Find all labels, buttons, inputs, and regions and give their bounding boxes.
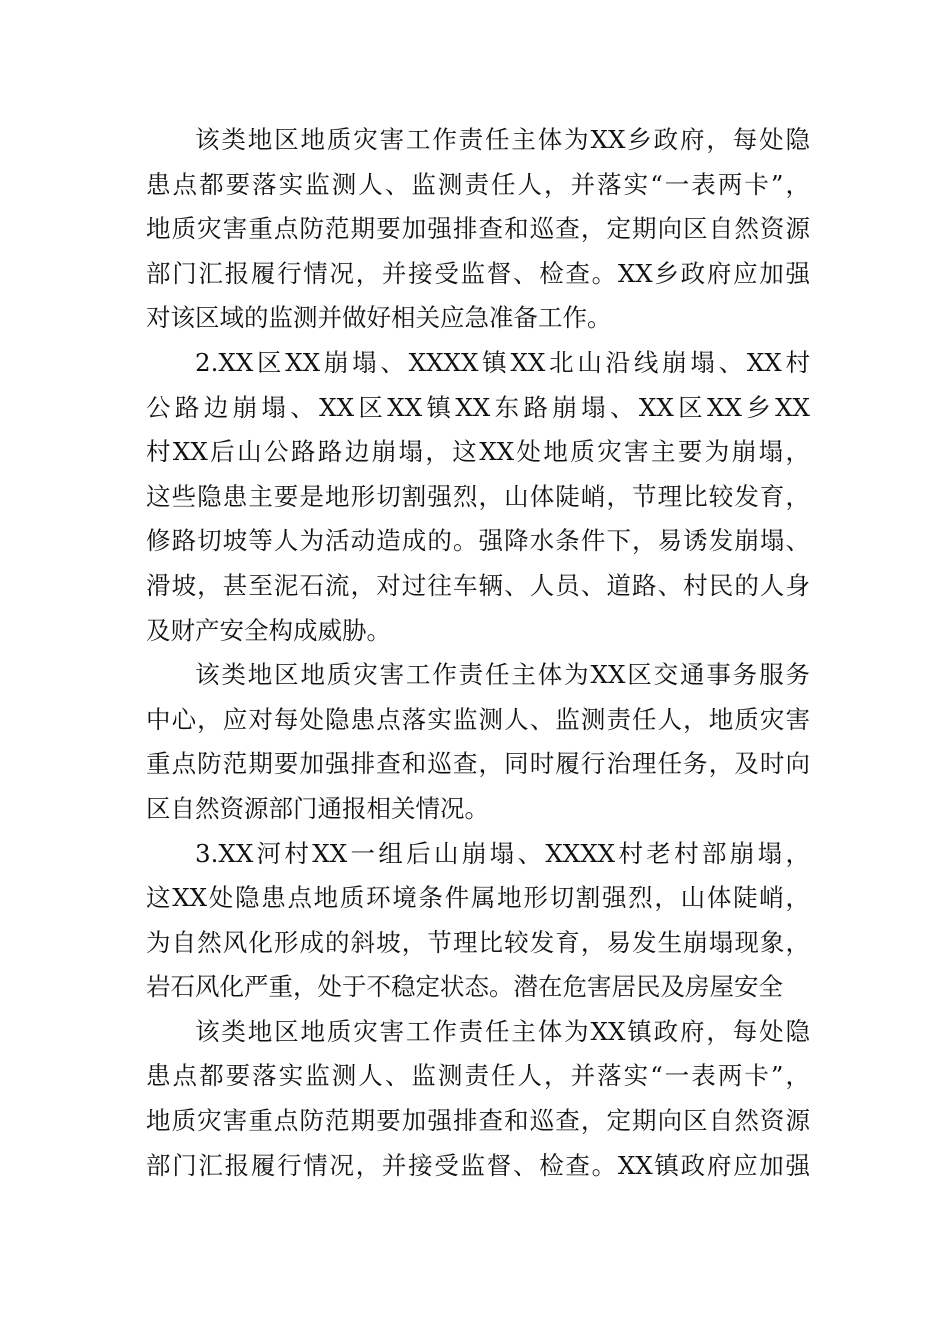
text-line: 部门汇报履行情况，并接受监督、检查。XX镇政府应加强 bbox=[146, 1150, 810, 1180]
text-line: 中心，应对每处隐患点落实监测人、监测责任人，地质灾害 bbox=[146, 704, 810, 734]
text-line: 该类地区地质灾害工作责任主体为XX区交通事务服务 bbox=[195, 660, 810, 690]
text-line: 村XX后山公路路边崩塌，这XX处地质灾害主要为崩塌， bbox=[146, 437, 810, 467]
text-line: 该类地区地质灾害工作责任主体为XX乡政府，每处隐 bbox=[195, 125, 810, 154]
text-line: 修路切坡等人为活动造成的。强降水条件下，易诱发崩塌、 bbox=[146, 526, 810, 556]
text-line: 患点都要落实监测人、监测责任人，并落实“一表两卡”， bbox=[146, 169, 810, 199]
text-line: 地质灾害重点防范期要加强排查和巡查，定期向区自然资源 bbox=[146, 1106, 810, 1136]
text-line: 该类地区地质灾害工作责任主体为XX镇政府，每处隐 bbox=[195, 1016, 810, 1046]
text-line: 岩石风化严重，处于不稳定状态。潜在危害居民及房屋安全 bbox=[146, 972, 783, 1002]
text-line: 3.XX河村XX一组后山崩塌、XXXX村老村部崩塌， bbox=[195, 838, 810, 868]
text-line: 为自然风化形成的斜坡，节理比较发育，易发生崩塌现象， bbox=[146, 927, 810, 957]
text-line: 这XX处隐患点地质环境条件属地形切割强烈，山体陡峭， bbox=[146, 883, 810, 913]
text-line: 这些隐患主要是地形切割强烈，山体陡峭，节理比较发育， bbox=[146, 481, 810, 511]
text-line: 区自然资源部门通报相关情况。 bbox=[146, 793, 489, 823]
document-body bbox=[146, 118, 810, 1188]
text-line: 2.XX区XX崩塌、XXXX镇XX北山沿线崩塌、XX村 bbox=[195, 347, 810, 377]
text-line: 公路边崩塌、XX区XX镇XX东路崩塌、XX区XX乡XX bbox=[146, 392, 810, 422]
text-line: 患点都要落实监测人、监测责任人，并落实“一表两卡”， bbox=[146, 1061, 810, 1091]
text-line: 重点防范期要加强排查和巡查，同时履行治理任务，及时向 bbox=[146, 749, 810, 779]
text-line: 滑坡，甚至泥石流，对过往车辆、人员、道路、村民的人身 bbox=[146, 570, 810, 600]
text-line: 部门汇报履行情况，并接受监督、检查。XX乡政府应加强 bbox=[146, 258, 810, 288]
text-line: 及财产安全构成威胁。 bbox=[146, 615, 391, 645]
text-line: 地质灾害重点防范期要加强排查和巡查，定期向区自然资源 bbox=[146, 214, 810, 244]
text-line: 对该区域的监测并做好相关应急准备工作。 bbox=[146, 303, 612, 333]
